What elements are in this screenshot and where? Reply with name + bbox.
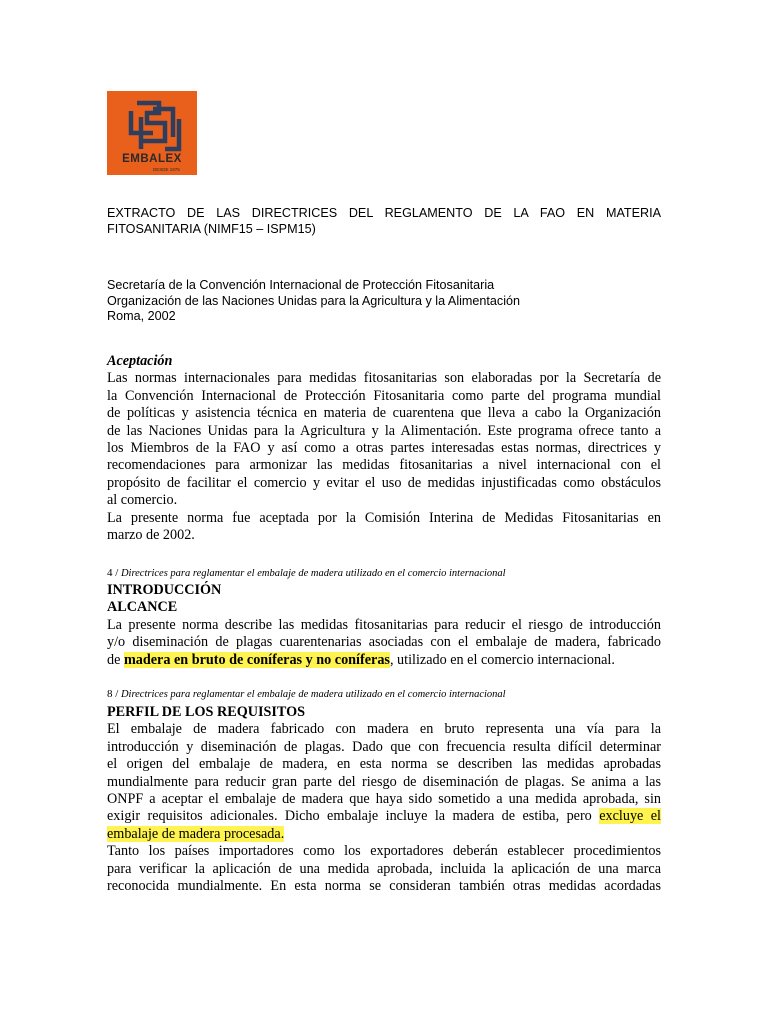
paragraph-line [107, 808, 661, 825]
paragraph-line: el origen del embalaje de madera, en esta norma se describen las medidas aprobadas [107, 756, 661, 773]
paragraph-line: recomendaciones para armonizar las medidas fitosanitarias a nivel internacional con el [107, 457, 661, 474]
caption-page-number: 4 / [107, 567, 119, 579]
text-fragment: , utilizado en el comercio internacional. [389, 651, 615, 668]
section-introduccion [107, 582, 661, 669]
page-caption-4 [107, 567, 506, 579]
paragraph-line: La presente norma fue aceptada por la Comisión Interina de Medidas Fitosanitarias en [107, 509, 661, 526]
text-fragment: de [107, 651, 124, 668]
paragraph-line: reconocida mundialmente. En esta norma se consideran también otras medidas acordadas [107, 878, 661, 895]
paragraph-line: Las normas internacionales para medidas fitosanitarias son elaboradas por la Secretaría de [107, 370, 661, 387]
paragraph-line: de políticas y asistencia técnica en materia de cuarentena que lleva a cabo la Organización [107, 405, 661, 422]
paragraph-line: de las Naciones Unidas para la Agricultura y la Alimentación. Este programa ofrece tanto a [107, 422, 661, 439]
highlighted-text: embalaje de madera procesada. [107, 825, 285, 842]
heading-aceptacion: Aceptación [107, 353, 173, 369]
paragraph-line: Tanto los países importadores como los exportadores deberán establecer procedimientos [107, 843, 661, 860]
heading-alcance: ALCANCE [107, 599, 178, 616]
heading-perfil: PERFIL DE LOS REQUISITOS [107, 704, 306, 720]
section-aceptacion [107, 353, 661, 544]
highlighted-text: madera en bruto de coníferas y no coníferas [123, 651, 390, 668]
title-line-2: FITOSANITARIA (NIMF15 – ISPM15) [107, 221, 316, 236]
text-fragment: exigir requisitos adicionales. Dicho embalaje incluye la madera de estiba, pero [107, 808, 600, 825]
paragraph-line: ONPF a aceptar el embalaje de madera que haya sido sometido a una medida aprobada, sin [107, 791, 661, 808]
organization-block [107, 278, 667, 325]
logo-wordmark: EMBALEX [122, 153, 182, 165]
paragraph-line: los Miembros de la FAO y así como a otras partes interesadas estas normas, directrices y [107, 440, 661, 457]
paragraph-line: La presente norma describe las medidas fitosanitarias para reducir el riesgo de introducción [107, 616, 661, 633]
document-title [107, 206, 661, 237]
paragraph-line: al comercio. [107, 492, 178, 509]
page-caption-8 [107, 688, 506, 700]
paragraph-line: El embalaje de madera fabricado con madera en bruto representa una vía para la [107, 721, 661, 738]
heading-introduccion: INTRODUCCIÓN [107, 582, 222, 598]
section-perfil [107, 704, 661, 895]
paragraph-line [107, 826, 661, 843]
paragraph-line: para verificar la aplicación de una medida aprobada, incluida la aplicación de una marca [107, 860, 661, 877]
paragraph-line: mundialmente para reducir gran parte del riesgo de diseminación de plagas. Se anima a las [107, 773, 661, 790]
caption-page-number: 8 / [107, 688, 119, 700]
title-line-1: EXTRACTO DE LAS DIRECTRICES DEL REGLAMENTO DE LA FAO EN MATERIA [107, 206, 661, 220]
paragraph-line: marzo de 2002. [107, 527, 195, 544]
org-line-1: Secretaría de la Convención Internacional de Protección Fitosanitaria [107, 278, 495, 292]
paragraph-line [107, 652, 661, 669]
caption-text: Directrices para reglamentar el embalaje de madera utilizado en el comercio internacional [120, 568, 506, 579]
logo-tagline: DESDE 1975 [153, 167, 180, 172]
embalex-logo [107, 91, 197, 175]
paragraph-line: la Convención Internacional de Protección Fitosanitaria como parte del programa mundial [107, 387, 661, 404]
paragraph-line: propósito de facilitar el comercio y evitar el uso de medidas injustificadas como obstáculos [107, 474, 661, 491]
caption-text: Directrices para reglamentar el embalaje de madera utilizado en el comercio internacional [120, 689, 506, 700]
org-line-2: Organización de las Naciones Unidas para la Agricultura y la Alimentación [107, 293, 521, 308]
paragraph-line: y/o diseminación de plagas cuarentenarias asociadas con el embalaje de madera, fabricado [107, 634, 661, 651]
highlighted-text: excluye el [599, 808, 662, 825]
org-line-3: Roma, 2002 [107, 309, 176, 324]
paragraph-line: introducción y diseminación de plagas. Dado que con frecuencia resulta difícil determinar [107, 738, 661, 755]
